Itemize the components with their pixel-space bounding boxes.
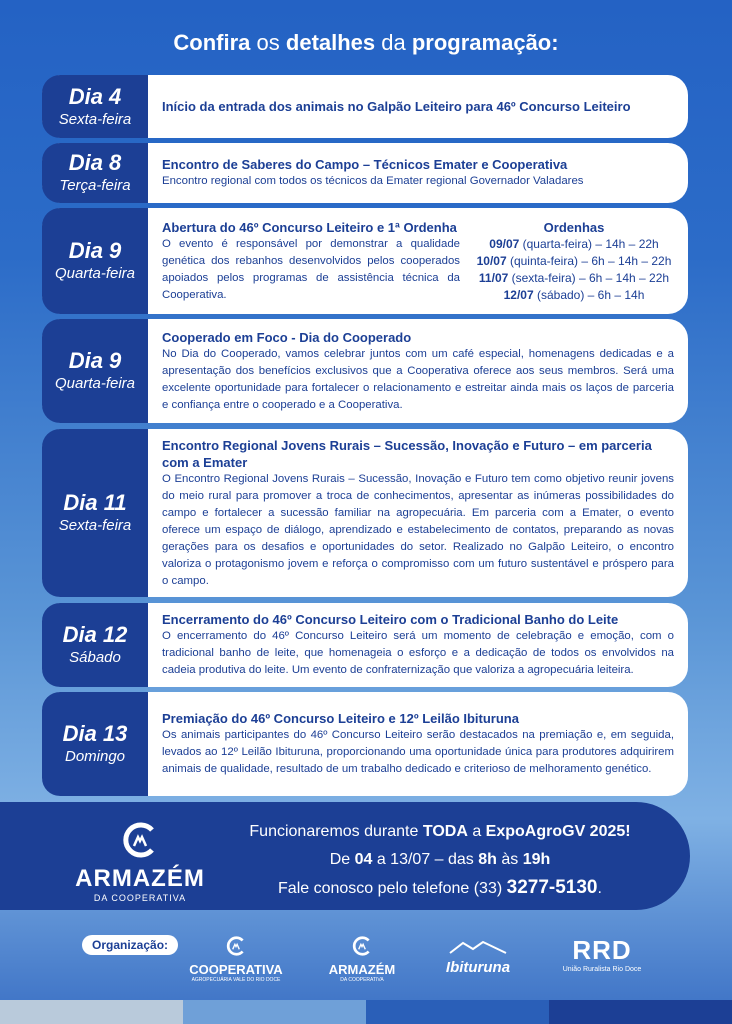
event-text: No Dia do Cooperado, vamos celebrar juntos com um café especial, homenagens dedicadas e a apresentação dos benefícios exclusivos que a Cooperativa oferece aos seus membros. Será uma excelente oportunidade para fortalecer o relacionamento e estreitar ainda mais os laços de parceria e confiança entre o cooperado e a Cooperativa.: [162, 347, 674, 411]
bottom-color-strip: [0, 1000, 732, 1024]
title-word: os: [250, 30, 286, 55]
event-heading: Abertura do 46º Concurso Leiteiro e 1ª Ordenha: [162, 219, 457, 235]
footer-text: 04: [354, 851, 373, 868]
event-content: [162, 692, 674, 796]
event-day-badge: [42, 208, 148, 314]
organizacao-label: Organização:: [82, 935, 178, 955]
page-title: [0, 30, 732, 56]
armazem-org-icon: [351, 935, 373, 957]
event-text: O encerramento do 46º Concurso Leiteiro será um momento de celebração e emoção, com o tradicional banho de leite, que homenageia o esforço e a dedicação de todos os envolvidos na cadeia produtiva do leite. Um evento de confraternização que valoriza a agropecuária leiteira.: [162, 630, 674, 676]
ibituruna-name: Ibituruna: [445, 959, 511, 976]
footer-line-3: [220, 874, 660, 903]
armazem-org-name: ARMAZÉM: [328, 962, 396, 977]
strip-segment: [183, 1000, 366, 1024]
event-day: Dia 9: [68, 238, 122, 263]
event-content: [162, 429, 674, 597]
event-day-badge: [42, 603, 148, 687]
event-row: [42, 603, 688, 687]
rrd-sub: União Ruralista Rio Doce: [562, 966, 642, 973]
event-text: O evento é responsável por demonstrar a qualidade genética dos rebanhos desenvolvidos pelos cooperados apoiados pelos programas de assistência técnica da Cooperativa.: [162, 237, 460, 301]
event-row: [42, 319, 688, 423]
footer-text: Fale conosco pelo telefone (33): [278, 880, 507, 897]
ordenha-time: (quinta-feira) – 6h – 14h – 22h: [506, 253, 672, 268]
ordenha-row: [474, 236, 674, 253]
event-day: Dia 4: [68, 83, 122, 109]
event-heading: Início da entrada dos animais no Galpão Leiteiro para 46º Concurso Leiteiro: [162, 99, 631, 114]
event-day-badge: [42, 692, 148, 796]
ordenha-date: 12/07: [503, 287, 534, 302]
event-row: [42, 143, 688, 203]
cooperativa-sub: AGROPECUÁRIA VALE DO RIO DOCE: [191, 977, 281, 983]
event-day: Dia 12: [62, 622, 128, 647]
strip-segment: [549, 1000, 732, 1024]
cooperativa-logo: [186, 935, 286, 983]
title-word: da: [375, 30, 412, 55]
ordenha-row: [474, 270, 674, 287]
footer-info: [220, 818, 660, 903]
event-weekday: Sábado: [69, 649, 121, 666]
event-weekday: Terça-feira: [59, 177, 131, 194]
event-day: Dia 8: [68, 150, 122, 175]
footer-text: ExpoAgroGV 2025!: [485, 823, 631, 840]
event-weekday: Quarta-feira: [54, 265, 136, 282]
rrd-logo: [552, 935, 652, 973]
footer-text: 19h: [522, 851, 551, 868]
footer-text: às: [496, 851, 523, 868]
event-day-badge: [42, 429, 148, 597]
event-text: O Encontro Regional Jovens Rurais – Sucessão, Inovação e Futuro tem como objetivo reunir jovens do meio rural para promover a troca de conhecimentos, apresentar as inúmeras possibilidades do campo e fortalecer a sucessão familiar na agropecuária. Em parceria com a Emater, o evento oferece um espaço de diálogo, aprendizado e estabelecimento de contatos, preparando as novas gerações para os desafios e oportunidades do setor. Realizado no Galpão Leiteiro, o encontro valoriza o protagonismo jovem e reforça o compromisso com um futuro sustentável e próspero para o campo.: [162, 472, 674, 587]
ordenha-date: 09/07: [489, 236, 520, 251]
footer-text: .: [597, 880, 602, 897]
footer-text: De: [329, 851, 355, 868]
cooperativa-logo-icon: [225, 935, 247, 957]
strip-segment: [0, 1000, 183, 1024]
ordenha-time: (sexta-feira) – 6h – 14h – 22h: [508, 270, 670, 285]
footer-text: a 13/07 – das: [372, 851, 479, 868]
armazem-logo: [70, 820, 210, 903]
event-heading: Premiação do 46º Concurso Leiteiro e 12º Leilão Ibituruna: [162, 711, 519, 726]
logo-name: ARMAZÉM: [75, 865, 205, 892]
phone-number: 3277-5130: [506, 877, 598, 898]
event-content: [162, 319, 674, 423]
ordenha-row: [474, 287, 674, 304]
footer-text: Funcionaremos durante: [249, 823, 423, 840]
title-word: detalhes: [285, 30, 376, 55]
ordenha-date: 10/07: [476, 253, 507, 268]
event-weekday: Domingo: [64, 748, 126, 765]
event-day: Dia 11: [63, 490, 127, 515]
title-word: Confira: [173, 30, 251, 55]
event-day: Dia 13: [62, 721, 128, 746]
event-heading: Encontro Regional Jovens Rurais – Sucessão, Inovação e Futuro – em parceria com a Emater: [162, 437, 652, 470]
cooperativa-name: COOPERATIVA: [189, 962, 283, 977]
armazem-org-sub: DA COOPERATIVA: [340, 977, 384, 983]
footer-line-2: [220, 846, 660, 874]
event-day-badge: [42, 143, 148, 203]
event-heading: Encontro de Saberes do Campo – Técnicos Emater e Cooperativa: [162, 157, 568, 172]
event-row: [42, 75, 688, 138]
strip-segment: [366, 1000, 549, 1024]
ibituruna-logo: [438, 940, 518, 976]
mountain-icon: [448, 940, 508, 954]
event-text: Os animais participantes do 46º Concurso Leiteiro serão destacados na premiação e, em seguida, levados ao 12º Leilão Ibituruna, proporcionando uma oportunidade única para produtores adquirirem animais de qualidade, resultado de um trabalho dedicado e criterioso de melhoramento genético.: [162, 729, 674, 775]
logo-sub: DA COOPERATIVA: [93, 893, 187, 903]
event-day: Dia 9: [68, 348, 122, 373]
armazem-org-logo: [322, 935, 402, 983]
ordenha-time: (quarta-feira) – 14h – 22h: [519, 236, 659, 251]
event-weekday: Sexta-feira: [58, 517, 132, 534]
footer-text: TODA: [422, 823, 468, 840]
rrd-name: RRD: [572, 935, 632, 965]
event-row: [42, 429, 688, 597]
ordenha-time: (sábado) – 6h – 14h: [533, 287, 645, 302]
event-content: [162, 75, 674, 138]
event-weekday: Sexta-feira: [58, 110, 132, 128]
ordenha-row: [474, 253, 674, 270]
event-row: [42, 692, 688, 796]
event-text: Encontro regional com todos os técnicos da Emater regional Governador Valadares: [162, 175, 584, 187]
ordenhas-schedule: [474, 219, 674, 304]
footer-text: 8h: [478, 851, 497, 868]
event-content: [162, 603, 674, 687]
title-word: programação:: [411, 30, 559, 55]
footer-text: a: [467, 823, 486, 840]
ordenha-date: 11/07: [478, 270, 509, 285]
event-content: [162, 208, 674, 314]
event-heading: Cooperado em Foco - Dia do Cooperado: [162, 329, 412, 345]
armazem-logo-icon: [120, 820, 160, 860]
event-weekday: Quarta-feira: [54, 375, 136, 392]
event-day-badge: [42, 319, 148, 423]
event-day-badge: [42, 75, 148, 138]
event-row: [42, 208, 688, 314]
footer-line-1: [220, 818, 660, 846]
event-content: [162, 143, 674, 203]
event-heading: Encerramento do 46º Concurso Leiteiro com o Tradicional Banho do Leite: [162, 612, 619, 627]
ordenhas-title: Ordenhas: [543, 219, 605, 235]
